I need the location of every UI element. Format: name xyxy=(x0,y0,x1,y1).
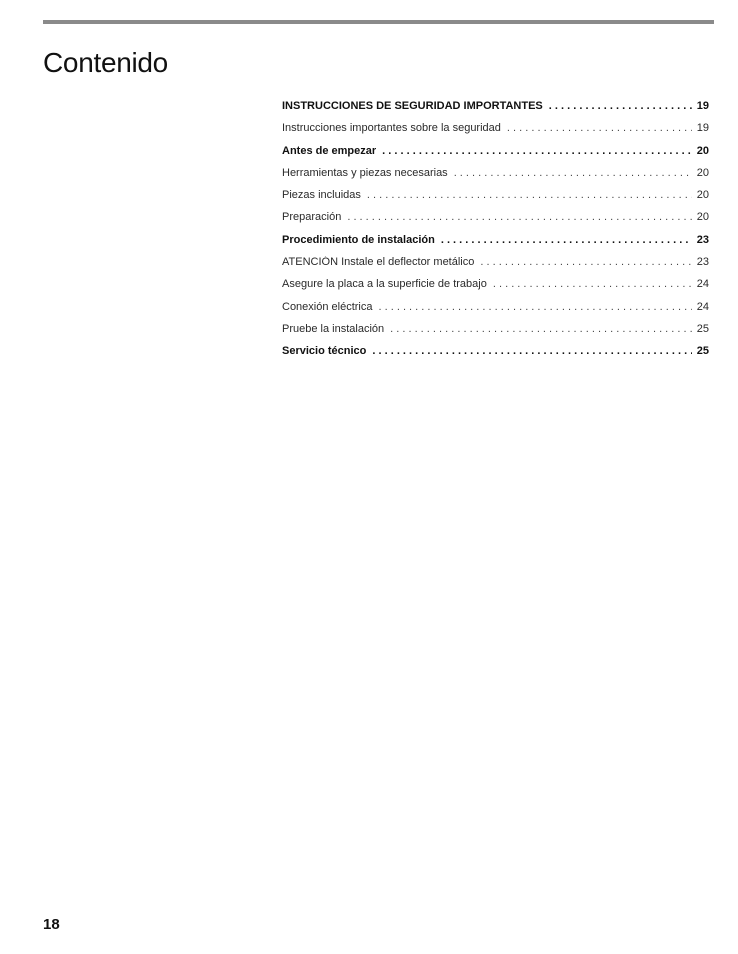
toc-entry-page: 23 xyxy=(696,233,709,246)
toc-leader-dots xyxy=(390,323,692,335)
toc-entry-label: Asegure la placa a la superficie de trabajo xyxy=(282,278,487,291)
toc-entry-page: 25 xyxy=(696,345,709,358)
toc-leader-dots xyxy=(347,211,691,223)
toc-entry[interactable] xyxy=(282,323,709,345)
toc-entry-label: Procedimiento de instalación xyxy=(282,233,435,246)
toc-entry-page: 20 xyxy=(696,189,709,202)
toc-leader-dots xyxy=(507,122,692,134)
toc-entry[interactable] xyxy=(282,211,709,233)
toc-entry[interactable] xyxy=(282,301,709,323)
toc-entry[interactable] xyxy=(282,256,709,278)
toc-entry-label: Conexión eléctrica xyxy=(282,300,373,313)
toc-entry-page: 19 xyxy=(696,100,709,112)
toc-entry[interactable] xyxy=(282,234,709,256)
toc-leader-dots xyxy=(379,301,692,313)
toc-entry[interactable] xyxy=(282,167,709,189)
toc-leader-dots xyxy=(493,278,692,290)
page-title: Contenido xyxy=(43,46,168,78)
toc-entry-label: Servicio técnico xyxy=(282,345,367,358)
toc-entry[interactable] xyxy=(282,100,709,122)
toc-entry-page: 19 xyxy=(696,122,709,135)
toc-leader-dots xyxy=(454,167,692,179)
toc-leader-dots xyxy=(549,100,692,112)
toc-entry-label: Piezas incluidas xyxy=(282,189,361,202)
toc-entry[interactable] xyxy=(282,145,709,167)
toc-entry-page: 20 xyxy=(696,144,709,157)
toc-entry-label: Instrucciones importantes sobre la seguridad xyxy=(282,122,501,135)
toc-leader-dots xyxy=(480,256,691,268)
toc-entry-page: 24 xyxy=(696,300,709,313)
toc-leader-dots xyxy=(382,145,692,157)
toc-entry[interactable] xyxy=(282,345,709,367)
toc-entry[interactable] xyxy=(282,278,709,300)
toc-entry-label: Pruebe la instalación xyxy=(282,322,385,335)
toc-entry-label: INSTRUCCIONES DE SEGURIDAD IMPORTANTES xyxy=(282,100,543,112)
toc-entry-page: 25 xyxy=(696,322,709,335)
toc-entry-label: Preparación xyxy=(282,211,342,224)
toc-leader-dots xyxy=(441,234,692,246)
toc-entry[interactable] xyxy=(282,189,709,211)
toc-entry-page: 20 xyxy=(696,166,709,179)
toc-entry-page: 24 xyxy=(696,278,709,291)
page-number: 18 xyxy=(43,916,60,933)
toc-entry[interactable] xyxy=(282,122,709,144)
toc-leader-dots xyxy=(367,189,692,201)
toc-leader-dots xyxy=(372,345,691,357)
toc-entry-page: 20 xyxy=(696,211,709,224)
top-rule xyxy=(43,20,714,24)
toc-entry-label: ATENCIÓN Instale el deflector metálico xyxy=(282,256,475,269)
toc-entry-label: Herramientas y piezas necesarias xyxy=(282,166,448,179)
table-of-contents xyxy=(282,100,709,368)
toc-entry-page: 23 xyxy=(696,256,709,269)
toc-entry-label: Antes de empezar xyxy=(282,144,377,157)
